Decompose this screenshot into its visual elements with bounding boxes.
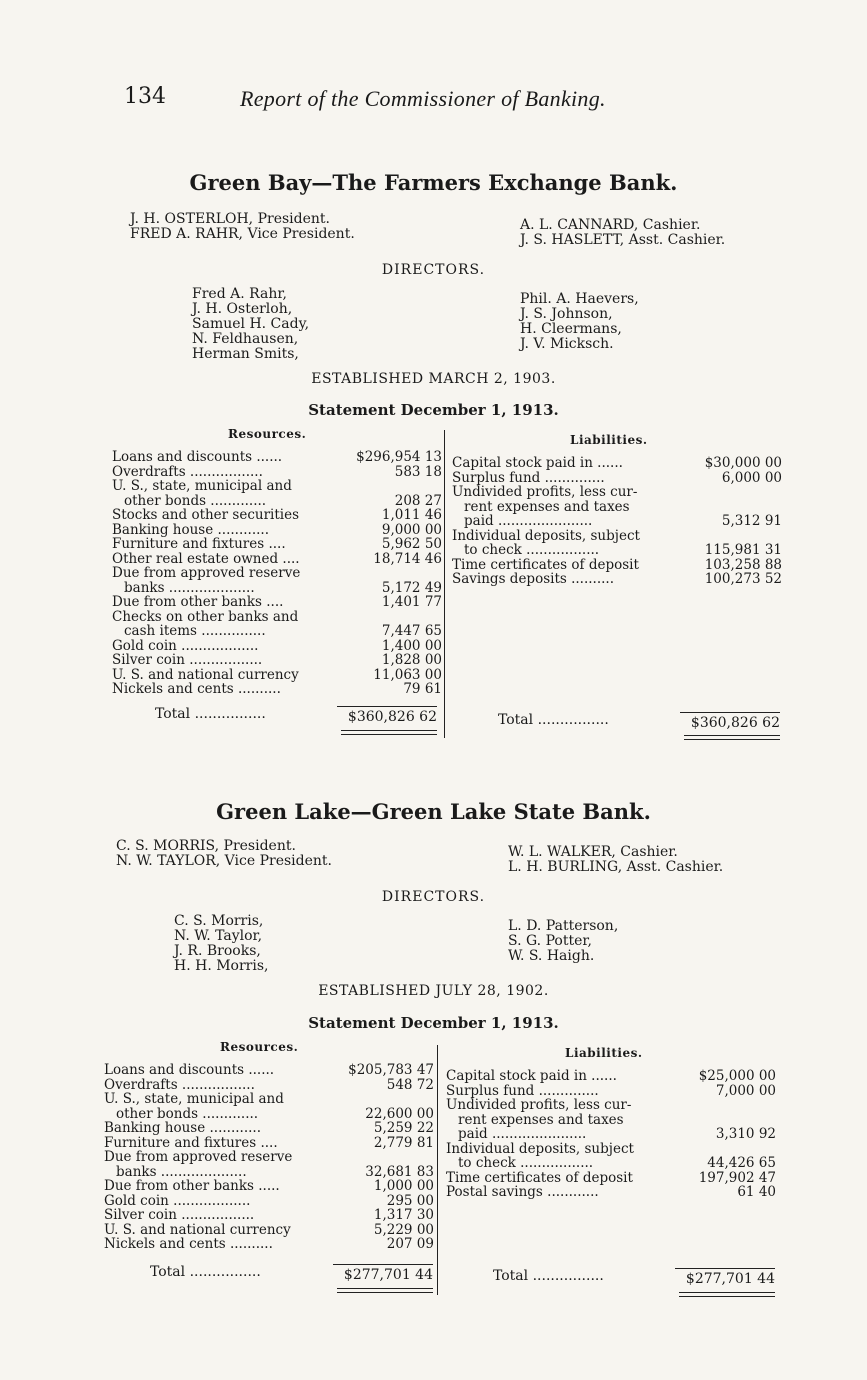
line-item-amount: 5,229 00 [373, 1221, 434, 1238]
resource-row [112, 523, 442, 538]
double-rule [341, 730, 437, 735]
director: J. S. Johnson, [520, 306, 613, 322]
director: Phil. A. Haevers, [520, 291, 639, 307]
line-item-amount [682, 500, 782, 515]
directors-left [192, 287, 309, 362]
resource-row [112, 668, 442, 683]
total-label: Total ................ [155, 706, 266, 722]
line-item-amount: 7,447 65 [381, 623, 442, 639]
line-item-amount: 1,400 00 [381, 637, 442, 654]
resource-row [112, 581, 442, 596]
line-item-label: Individual deposits, subject [452, 528, 640, 543]
liabilities-total: $277,701 44 [675, 1268, 775, 1287]
officer-cashier: W. L. WALKER, Cashier. [508, 844, 678, 860]
resource-row [112, 465, 442, 480]
line-item-amount [342, 566, 442, 581]
statement-date: Statement December 1, 1913. [308, 1014, 559, 1032]
line-item-amount: 1,011 46 [381, 507, 442, 523]
liabilities-heading: Liabilities. [570, 433, 648, 447]
line-item-label: rent expenses and taxes [464, 499, 630, 514]
line-item-label: Due from approved reserve [112, 566, 301, 581]
liability-row [446, 1069, 776, 1084]
resource-row [112, 624, 442, 639]
line-item-amount [342, 479, 442, 494]
line-item-label: Due from other banks .... [112, 595, 284, 610]
director: Herman Smits, [192, 346, 299, 362]
line-item-label: Time certificates of deposit [446, 1170, 633, 1185]
officer-president: J. H. OSTERLOH, President. [130, 211, 330, 227]
line-item-amount: 548 72 [386, 1076, 434, 1093]
line-item-amount: 100,273 52 [704, 571, 782, 587]
line-item-amount [676, 1098, 776, 1113]
directors-heading: DIRECTORS. [381, 889, 486, 905]
liabilities-total-row [498, 712, 780, 731]
officers-left [116, 839, 332, 869]
line-item-label: Overdrafts ................. [104, 1077, 255, 1092]
director: L. D. Patterson, [508, 918, 619, 934]
line-item-amount: 18,714 46 [373, 550, 442, 567]
double-rule [337, 1288, 433, 1293]
line-item-amount: 5,259 22 [373, 1120, 434, 1136]
line-item-label: Surplus fund .............. [452, 470, 605, 485]
officer-vice-president: FRED A. RAHR, Vice President. [130, 226, 355, 242]
line-item-label: U. S. and national currency [112, 667, 299, 682]
liability-row [452, 485, 782, 500]
line-item-label: Checks on other banks and [112, 609, 299, 624]
director: N. W. Taylor, [174, 928, 263, 944]
line-item-label: other bonds ............. [124, 493, 267, 508]
line-item-amount: 3,310 92 [715, 1126, 776, 1142]
liability-row [452, 572, 782, 587]
line-item-amount: $205,783 47 [348, 1062, 434, 1078]
line-item-amount: 208 27 [394, 492, 442, 509]
line-item-label: paid ...................... [464, 514, 593, 529]
total-label: Total ................ [498, 712, 609, 728]
resource-row [104, 1165, 434, 1180]
resource-row [104, 1136, 434, 1151]
resource-row [112, 450, 442, 465]
statement-date: Statement December 1, 1913. [308, 401, 559, 419]
line-item-label: banks .................... [116, 1164, 247, 1179]
liability-row [452, 558, 782, 573]
resource-row [104, 1092, 434, 1107]
line-item-label: rent expenses and taxes [458, 1112, 624, 1127]
liability-row [446, 1156, 776, 1171]
resources-total-row [150, 1264, 433, 1283]
resource-row [104, 1237, 434, 1252]
line-item-amount: 9,000 00 [381, 521, 442, 538]
established-date: ESTABLISHED JULY 28, 1902. [318, 983, 549, 999]
liability-row [446, 1142, 776, 1157]
liabilities-total-row [493, 1268, 775, 1287]
resource-row [112, 682, 442, 697]
line-item-amount: 5,962 50 [381, 536, 442, 552]
directors-right [508, 919, 618, 964]
line-item-amount: 115,981 31 [704, 542, 782, 558]
line-item-amount: 1,828 00 [381, 652, 442, 668]
director: H. Cleermans, [520, 321, 622, 337]
liability-row [446, 1113, 776, 1128]
director: Samuel H. Cady, [192, 316, 310, 332]
line-item-amount: 32,681 83 [365, 1163, 434, 1180]
directors-heading: DIRECTORS. [381, 262, 486, 278]
line-item-label: Nickels and cents .......... [112, 682, 281, 697]
bank-title: Green Lake—Green Lake State Bank. [216, 799, 651, 824]
total-label: Total ................ [150, 1264, 261, 1280]
line-item-amount: $296,954 13 [356, 449, 442, 465]
resource-row [112, 610, 442, 625]
line-item-label: U. S., state, municipal and [112, 479, 292, 494]
line-item-label: U. S. and national currency [104, 1222, 291, 1237]
liabilities-total: $360,826 62 [680, 712, 780, 731]
running-title: Report of the Commissioner of Banking. [240, 86, 606, 111]
line-item-amount [334, 1150, 434, 1165]
resource-row [104, 1063, 434, 1078]
liability-row [452, 500, 782, 515]
line-item-label: Other real estate owned .... [112, 551, 300, 566]
line-item-label: Undivided profits, less cur- [446, 1098, 632, 1113]
director: S. G. Potter, [508, 933, 592, 949]
resource-row [104, 1121, 434, 1136]
resource-row [104, 1078, 434, 1093]
line-item-label: paid ...................... [458, 1127, 587, 1142]
line-item-label: Postal savings ............ [446, 1185, 599, 1200]
liability-row [452, 543, 782, 558]
director: N. Feldhausen, [192, 331, 299, 347]
resources-heading: Resources. [228, 427, 307, 441]
resource-row [104, 1179, 434, 1194]
line-item-label: Stocks and other securities [112, 508, 300, 523]
officers-right [508, 845, 723, 875]
director: W. S. Haigh. [508, 948, 595, 964]
line-item-label: Furniture and fixtures .... [112, 537, 286, 552]
established-date: ESTABLISHED MARCH 2, 1903. [311, 371, 556, 387]
line-item-amount: 5,312 91 [721, 513, 782, 529]
resource-row [112, 494, 442, 509]
director: H. H. Morris, [174, 958, 269, 974]
line-item-label: U. S., state, municipal and [104, 1092, 284, 1107]
line-item-amount: 6,000 00 [721, 469, 782, 486]
line-item-label: Silver coin ................. [112, 653, 263, 668]
line-item-label: Capital stock paid in ...... [452, 456, 623, 471]
resource-row [112, 566, 442, 581]
line-item-label: Overdrafts ................. [112, 464, 263, 479]
line-item-label: Capital stock paid in ...... [446, 1069, 617, 1084]
line-item-amount: 61 40 [737, 1184, 776, 1200]
line-item-amount: $30,000 00 [704, 455, 782, 471]
line-item-label: Gold coin .................. [104, 1193, 251, 1208]
resource-row [104, 1107, 434, 1122]
resource-row [112, 639, 442, 654]
double-rule [684, 735, 780, 740]
double-rule [679, 1292, 775, 1297]
resources-heading: Resources. [220, 1040, 299, 1054]
line-item-label: to check ................. [464, 543, 600, 558]
line-item-label: Due from other banks ..... [104, 1179, 280, 1194]
liability-row [446, 1171, 776, 1186]
line-item-label: to check ................. [458, 1156, 594, 1171]
line-item-label: Time certificates of deposit [452, 557, 639, 572]
line-item-label: banks .................... [124, 580, 255, 595]
director: J. H. Osterloh, [192, 301, 293, 317]
director: J. V. Micksch. [520, 336, 614, 352]
line-item-amount: 295 00 [386, 1192, 434, 1209]
line-item-label: Loans and discounts ...... [112, 450, 283, 465]
line-item-amount: 1,000 00 [373, 1178, 434, 1194]
resource-row [112, 595, 442, 610]
resources-total: $277,701 44 [333, 1264, 433, 1283]
liabilities-heading: Liabilities. [565, 1046, 643, 1060]
officer-president: C. S. MORRIS, President. [116, 838, 296, 854]
liability-row [446, 1127, 776, 1142]
resources-total-row [155, 706, 437, 725]
line-item-amount: 5,172 49 [381, 579, 442, 596]
line-item-amount: 103,258 88 [704, 556, 782, 573]
resource-row [104, 1208, 434, 1223]
line-item-amount [676, 1113, 776, 1128]
line-item-amount: 44,426 65 [707, 1155, 776, 1171]
liability-row [452, 471, 782, 486]
directors-left [174, 914, 268, 974]
resource-row [112, 552, 442, 567]
liabilities-list [446, 1069, 776, 1200]
line-item-label: Surplus fund .............. [446, 1083, 599, 1098]
line-item-amount [334, 1092, 434, 1107]
line-item-amount: 2,779 81 [373, 1134, 434, 1151]
resource-row [112, 479, 442, 494]
line-item-label: Undivided profits, less cur- [452, 485, 638, 500]
line-item-amount [682, 485, 782, 500]
liability-row [452, 529, 782, 544]
line-item-label: Individual deposits, subject [446, 1141, 634, 1156]
liability-row [446, 1098, 776, 1113]
line-item-amount: 197,902 47 [698, 1169, 776, 1186]
liabilities-list [452, 456, 782, 587]
line-item-label: Nickels and cents .......... [104, 1237, 273, 1252]
line-item-amount: 583 18 [394, 463, 442, 480]
line-item-label: Furniture and fixtures .... [104, 1135, 278, 1150]
director: C. S. Morris, [174, 913, 264, 929]
officer-cashier: A. L. CANNARD, Cashier. [520, 217, 701, 233]
resource-row [112, 537, 442, 552]
line-item-amount: 7,000 00 [715, 1082, 776, 1099]
liability-row [446, 1084, 776, 1099]
directors-right [520, 292, 639, 352]
line-item-amount: 1,401 77 [381, 594, 442, 610]
liability-row [446, 1185, 776, 1200]
line-item-amount [342, 610, 442, 625]
director: J. R. Brooks, [174, 943, 261, 959]
line-item-label: other bonds ............. [116, 1106, 259, 1121]
resource-row [104, 1194, 434, 1209]
bank-title: Green Bay—The Farmers Exchange Bank. [189, 170, 678, 195]
line-item-label: Silver coin ................. [104, 1208, 255, 1223]
line-item-label: Banking house ............ [104, 1121, 262, 1136]
officers-right [520, 218, 725, 248]
column-divider [444, 430, 445, 738]
liability-row [452, 456, 782, 471]
line-item-amount: $25,000 00 [698, 1068, 776, 1084]
resources-total: $360,826 62 [337, 706, 437, 725]
resource-row [112, 508, 442, 523]
resource-row [104, 1150, 434, 1165]
column-divider [437, 1045, 438, 1295]
line-item-label: Gold coin .................. [112, 638, 259, 653]
director: Fred A. Rahr, [192, 286, 287, 302]
page-number: 134 [124, 84, 166, 109]
line-item-amount: 79 61 [403, 681, 442, 697]
officer-asst-cashier: L. H. BURLING, Asst. Cashier. [508, 859, 724, 875]
line-item-label: Due from approved reserve [104, 1150, 293, 1165]
resource-row [104, 1223, 434, 1238]
liability-row [452, 514, 782, 529]
total-label: Total ................ [493, 1268, 604, 1284]
line-item-amount [682, 529, 782, 544]
line-item-amount: 11,063 00 [373, 666, 442, 683]
line-item-label: Banking house ............ [112, 522, 270, 537]
officer-vice-president: N. W. TAYLOR, Vice President. [116, 853, 332, 869]
line-item-amount: 207 09 [386, 1236, 434, 1252]
resource-row [112, 653, 442, 668]
line-item-label: Savings deposits .......... [452, 572, 614, 587]
line-item-amount: 1,317 30 [373, 1207, 434, 1223]
officers-left [130, 212, 355, 242]
line-item-label: Loans and discounts ...... [104, 1063, 275, 1078]
resources-list [112, 450, 442, 697]
line-item-amount: 22,600 00 [365, 1105, 434, 1122]
line-item-amount [676, 1142, 776, 1157]
resources-list [104, 1063, 434, 1252]
officer-asst-cashier: J. S. HASLETT, Asst. Cashier. [520, 232, 726, 248]
line-item-label: cash items ............... [124, 624, 266, 639]
